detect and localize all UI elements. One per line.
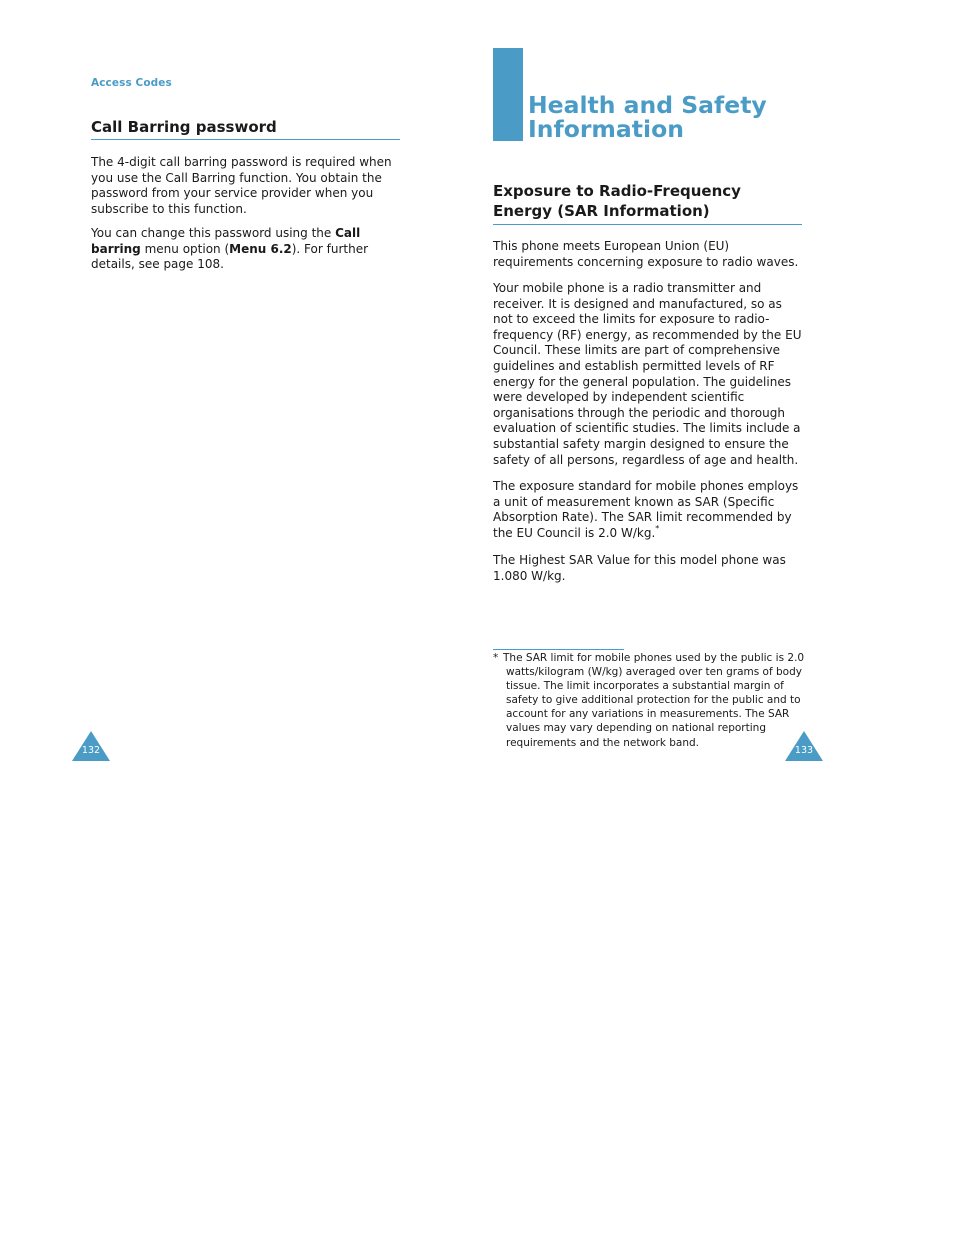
footnote-marker: *	[493, 652, 499, 664]
paragraph-highest-sar: The Highest SAR Value for this model phone was 1.080 W/kg.	[493, 553, 786, 583]
chapter-title: Health and Safety Information	[528, 91, 767, 143]
right-page	[477, 0, 954, 1235]
chapter-title-bar	[493, 48, 523, 141]
text-fragment: menu option (	[140, 241, 230, 256]
menu-number: Menu 6.2	[229, 241, 292, 256]
footnote-divider	[493, 649, 624, 650]
footnote-text: The SAR limit for mobile phones used by the public is 2.0 watts/kilogram (W/kg) averaged over ten grams of body tissue. The limit incorporates a substantial margin of safety to give additional protection for the public and to account for any variations in measurements. The SAR values may vary depending on national reporting requirements and the network band.	[503, 652, 805, 749]
page-number: 132	[81, 745, 101, 756]
running-header: Access Codes	[91, 77, 172, 89]
paragraph-eu-requirements: This phone meets European Union (EU) requirements concerning exposure to radio waves.	[493, 239, 799, 269]
paragraph-radio-transmitter: Your mobile phone is a radio transmitter and receiver. It is designed and manufactured, so as not to exceed the limits for exposure to radio-frequency (RF) energy, as recommended by the EU Council. These limits are part of comprehensive guidelines and establish permitted levels of RF energy for the general population. The guidelines were developed by independent scientific organisations through the periodic and thorough evaluation of scientific studies. The limits include a substantial safety margin designed to ensure the safety of all persons, regardless of age and health.	[493, 281, 802, 467]
text-fragment: You can change this password using the	[91, 226, 336, 240]
paragraph-exposure-standard	[493, 479, 805, 541]
section-heading-call-barring: Call Barring password	[91, 118, 400, 140]
page-number-marker-right	[784, 730, 824, 762]
text-fragment: ). For further details, see page 108.	[91, 241, 369, 272]
footnote	[493, 651, 805, 750]
page-number: 133	[794, 745, 814, 756]
page-number-marker-left	[71, 730, 111, 762]
paragraph-call-barring-change	[91, 226, 400, 273]
menu-option-name: Call barring	[91, 226, 361, 256]
footnote-reference: *	[655, 523, 660, 533]
paragraph-call-barring-intro: The 4-digit call barring password is required when you use the Call Barring function. You obtain the password from your service provider when you subscribe to this function.	[91, 155, 392, 216]
text-fragment: The exposure standard for mobile phones employs a unit of measurement known as SAR (Specific Absorption Rate). The SAR limit recommended by the EU Council is 2.0 W/kg.	[493, 479, 799, 540]
section-heading-sar: Exposure to Radio-Frequency Energy (SAR Information)	[493, 181, 802, 225]
